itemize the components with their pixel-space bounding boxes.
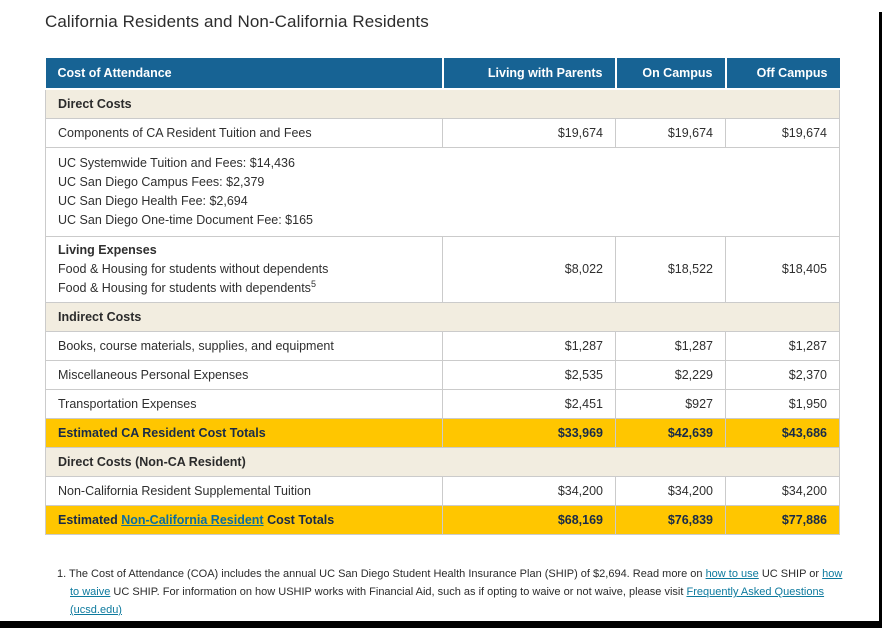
living-expenses-line: Food & Housing for students without dependents — [58, 262, 329, 276]
total-label: Estimated CA Resident Cost Totals — [46, 419, 443, 448]
non-california-resident-link[interactable]: Non-California Resident — [121, 513, 264, 527]
value-living-with-parents: $2,451 — [443, 390, 616, 419]
total-label-suffix: Cost Totals — [263, 513, 335, 527]
column-header-off-campus: Off Campus — [726, 58, 840, 89]
how-to-use-link[interactable]: how to use — [705, 568, 759, 580]
section-row-indirect-costs — [46, 303, 840, 332]
cost-of-attendance-table — [45, 58, 840, 535]
faq-link[interactable]: Frequently Asked Questions (ucsd.edu) — [70, 586, 825, 616]
column-header-living-with-parents: Living with Parents — [443, 58, 616, 89]
living-expenses-cell — [46, 237, 443, 303]
footnote-marker: 1. — [57, 568, 70, 580]
page-title: California Residents and Non-California Residents — [45, 12, 429, 31]
table-row-miscellaneous — [46, 361, 840, 390]
row-label: Transportation Expenses — [46, 390, 443, 419]
footnote-1 — [57, 565, 847, 619]
breakdown-line: UC San Diego Campus Fees: $2,379 — [58, 175, 265, 189]
value-on-campus: $19,674 — [616, 119, 726, 148]
value-off-campus: $2,370 — [726, 361, 840, 390]
section-label: Direct Costs (Non-CA Resident) — [46, 448, 840, 477]
value-off-campus: $1,287 — [726, 332, 840, 361]
value-on-campus: $2,229 — [616, 361, 726, 390]
table-row-tuition-breakdown — [46, 148, 840, 237]
total-row-ca-resident — [46, 419, 840, 448]
total-off-campus: $43,686 — [726, 419, 840, 448]
value-living-with-parents: $19,674 — [443, 119, 616, 148]
total-row-non-ca-resident — [46, 506, 840, 535]
table-row-books — [46, 332, 840, 361]
section-label: Direct Costs — [46, 89, 840, 119]
total-off-campus: $77,886 — [726, 506, 840, 535]
value-living-with-parents: $2,535 — [443, 361, 616, 390]
breakdown-line: UC San Diego One-time Document Fee: $165 — [58, 213, 313, 227]
section-label: Indirect Costs — [46, 303, 840, 332]
value-off-campus: $1,950 — [726, 390, 840, 419]
footnote-text: The Cost of Attendance (COA) includes the annual UC San Diego Student Health Insurance Plan (SHIP) of $2,694. Read more on — [69, 568, 706, 580]
row-label: Miscellaneous Personal Expenses — [46, 361, 443, 390]
value-on-campus: $18,522 — [616, 237, 726, 303]
section-row-direct-costs-non-ca — [46, 448, 840, 477]
table-row-supplemental-tuition — [46, 477, 840, 506]
window-edge-bottom — [0, 621, 882, 628]
value-on-campus: $927 — [616, 390, 726, 419]
total-on-campus: $76,839 — [616, 506, 726, 535]
footnote-ref-5: 5 — [310, 278, 316, 289]
value-on-campus: $1,287 — [616, 332, 726, 361]
total-living-with-parents: $33,969 — [443, 419, 616, 448]
table-row-components-tuition — [46, 119, 840, 148]
total-label-prefix: Estimated — [58, 513, 122, 527]
row-label: Books, course materials, supplies, and equipment — [46, 332, 443, 361]
footnote-text: UC SHIP or — [758, 568, 823, 580]
value-on-campus: $34,200 — [616, 477, 726, 506]
value-living-with-parents: $1,287 — [443, 332, 616, 361]
column-header-on-campus: On Campus — [616, 58, 726, 89]
table-row-living-expenses — [46, 237, 840, 303]
row-label: Non-California Resident Supplemental Tuition — [46, 477, 443, 506]
table-header-row — [46, 58, 840, 89]
value-off-campus: $18,405 — [726, 237, 840, 303]
living-expenses-title: Living Expenses — [58, 243, 157, 257]
value-off-campus: $34,200 — [726, 477, 840, 506]
table-row-transportation — [46, 390, 840, 419]
tuition-breakdown-cell — [46, 148, 840, 237]
total-living-with-parents: $68,169 — [443, 506, 616, 535]
value-living-with-parents: $8,022 — [443, 237, 616, 303]
value-living-with-parents: $34,200 — [443, 477, 616, 506]
total-label — [46, 506, 443, 535]
breakdown-line: UC San Diego Health Fee: $2,694 — [58, 194, 248, 208]
section-row-direct-costs — [46, 89, 840, 119]
breakdown-line: UC Systemwide Tuition and Fees: $14,436 — [58, 156, 295, 170]
value-off-campus: $19,674 — [726, 119, 840, 148]
living-expenses-line: Food & Housing for students with dependents$^5$ — [58, 278, 316, 295]
total-on-campus: $42,639 — [616, 419, 726, 448]
how-to-waive-link[interactable]: how to waive — [70, 568, 843, 598]
footnote-text: UC SHIP. For information on how USHIP works with Financial Aid, such as if opting to waive or not waive, please visit — [110, 586, 687, 598]
column-header-cost-of-attendance: Cost of Attendance — [46, 58, 443, 89]
row-label: Components of CA Resident Tuition and Fees — [46, 119, 443, 148]
